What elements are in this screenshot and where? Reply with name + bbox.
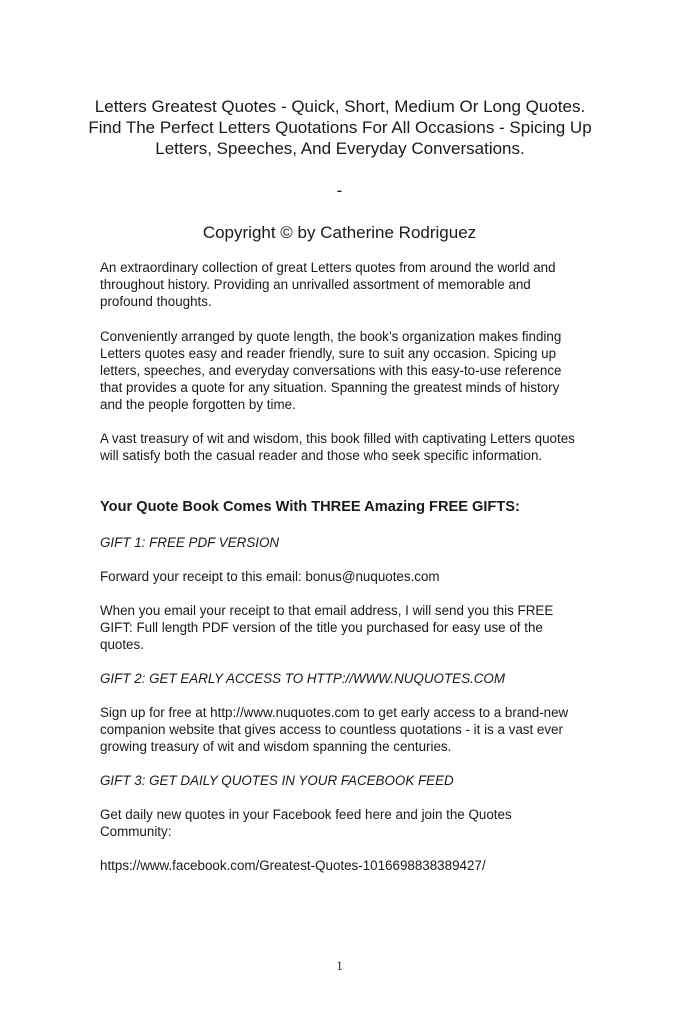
page-number: 1 [336,958,343,973]
gift-1-email-line: Forward your receipt to this email: bonus@nuquotes.com [100,569,440,584]
arrangement-paragraph: Conveniently arranged by quote length, the book’s organization makes finding Letters quotes easy and reader friendly, sure to suit any occasion. Spicing up letters, speeches, and everyday conversations with this easy-to-use reference that provides a quote for any situation. Spanning the greatest minds of history and the people forgotten by time. [100,329,562,412]
copyright-line: Copyright © by Catherine Rodriguez [202,223,477,242]
gift-1-description: When you email your receipt to that email address, I will send you this FREE GIFT: Full length PDF version of the title you purchased for easy use of the quotes. [100,603,554,652]
gifts-heading: Your Quote Book Comes With THREE Amazing FREE GIFTS: [100,499,520,515]
facebook-link: https://www.facebook.com/Greatest-Quotes-1016698838389427/ [100,858,486,873]
gift-3-title: GIFT 3: GET DAILY QUOTES IN YOUR FACEBOOK FEED [100,773,454,788]
gift-2-description: Sign up for free at http://www.nuquotes.com to get early access to a brand-new companion website that gives access to countless quotations - it is a vast ever growing treasury of wit and wisdom spanning the centuries. [100,705,569,754]
book-title: Letters Greatest Quotes - Quick, Short, Medium Or Long Quotes. Find The Perfect Letters Quotations For All Occasions - Spicing Up Letters, Speeches, And Everyday Conversations. [88,97,592,158]
gift-2-title: GIFT 2: GET EARLY ACCESS TO HTTP://WWW.NUQUOTES.COM [100,671,505,686]
treasury-paragraph: A vast treasury of wit and wisdom, this book filled with captivating Letters quotes will satisfy both the casual reader and those who seek specific information. [100,431,575,463]
title-separator: - [336,181,343,200]
gift-3-description: Get daily new quotes in your Facebook feed here and join the Quotes Community: [100,807,512,839]
gift-1-title: GIFT 1: FREE PDF VERSION [100,535,280,550]
intro-paragraph: An extraordinary collection of great Letters quotes from around the world and throughout history. Providing an unrivalled assortment of memorable and profound thoughts. [100,260,556,309]
